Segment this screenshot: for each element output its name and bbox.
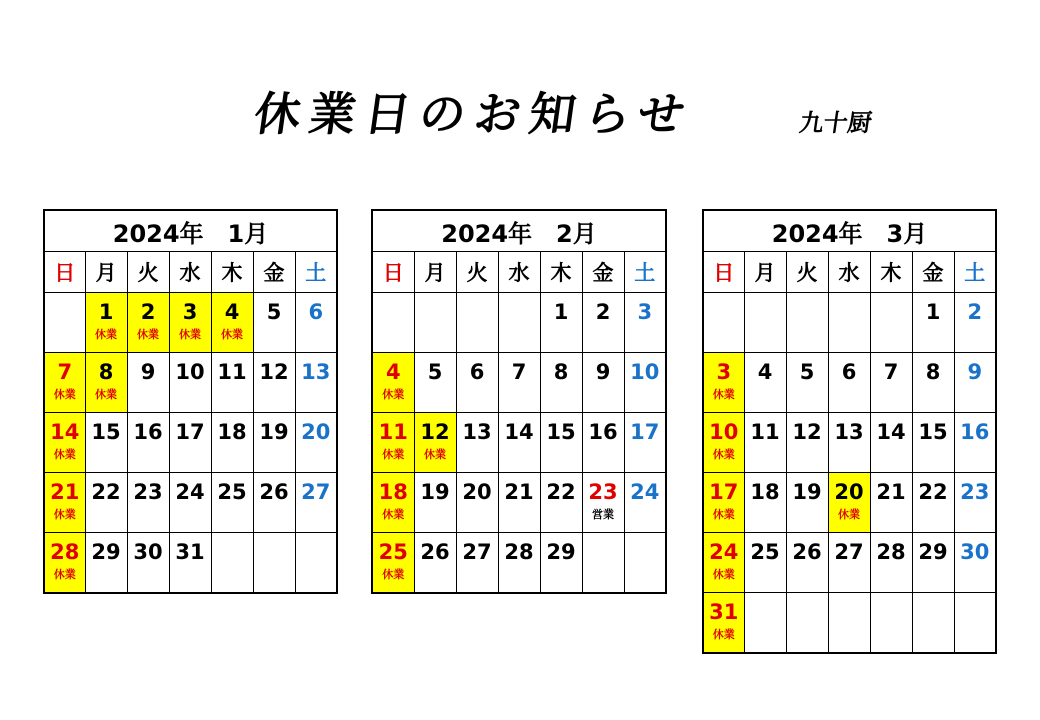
day-cell <box>85 413 127 473</box>
weekday-label: 水 <box>169 252 211 293</box>
calendar-week-row <box>44 533 337 594</box>
day-number: 9 <box>595 360 611 384</box>
day-cell <box>540 533 582 594</box>
day-cell <box>253 353 295 413</box>
day-number: 11 <box>378 420 408 444</box>
closed-day-note: 休業 <box>424 448 446 461</box>
day-cell <box>703 593 744 654</box>
day-cell <box>870 353 912 413</box>
closed-day-note: 休業 <box>382 388 405 401</box>
day-cell <box>414 413 456 473</box>
day-number: 17 <box>175 420 205 444</box>
day-cell <box>582 413 624 473</box>
day-number: 10 <box>175 360 205 384</box>
day-number: 1 <box>98 300 114 324</box>
calendar-week-row <box>44 353 337 413</box>
day-cell <box>828 413 870 473</box>
day-cell <box>912 473 954 533</box>
day-number: 23 <box>133 480 163 504</box>
day-number: 9 <box>967 360 983 384</box>
day-number: 27 <box>462 540 492 564</box>
day-cell <box>912 293 954 353</box>
day-number: 16 <box>133 420 163 444</box>
day-cell <box>624 473 666 533</box>
empty-day-cell <box>44 293 85 353</box>
day-cell <box>540 353 582 413</box>
day-cell <box>44 473 85 533</box>
day-number: 13 <box>462 420 492 444</box>
day-cell <box>703 353 744 413</box>
day-cell <box>44 413 85 473</box>
day-number: 22 <box>546 480 576 504</box>
day-number: 20 <box>301 420 331 444</box>
weekday-label: 木 <box>211 252 253 293</box>
day-number: 21 <box>504 480 534 504</box>
month-label: 2024年 2月 <box>441 219 597 248</box>
day-number: 12 <box>420 420 450 444</box>
day-cell <box>912 533 954 593</box>
empty-day-cell <box>744 593 786 654</box>
day-cell <box>456 353 498 413</box>
closed-day-note: 休業 <box>53 448 76 461</box>
empty-day-cell <box>295 533 337 594</box>
day-cell <box>870 473 912 533</box>
weekday-label: 木 <box>870 252 912 293</box>
day-number: 17 <box>709 480 739 504</box>
closed-day-note: 休業 <box>137 328 159 341</box>
day-cell <box>498 533 540 594</box>
calendar-week-row <box>372 473 666 533</box>
day-number: 31 <box>175 540 205 564</box>
day-number: 8 <box>553 360 569 384</box>
day-number: 18 <box>378 480 408 504</box>
day-number: 25 <box>217 480 247 504</box>
weekday-label: 水 <box>828 252 870 293</box>
day-number: 5 <box>799 360 815 384</box>
weekday-label: 日 <box>703 252 744 293</box>
day-number: 13 <box>834 420 864 444</box>
day-cell <box>211 353 253 413</box>
day-cell <box>703 473 744 533</box>
day-number: 15 <box>546 420 576 444</box>
day-number: 17 <box>630 420 660 444</box>
empty-day-cell <box>870 593 912 654</box>
closed-day-note: 休業 <box>95 328 117 341</box>
day-cell <box>786 413 828 473</box>
day-number: 24 <box>175 480 205 504</box>
day-cell <box>85 533 127 594</box>
weekday-label: 土 <box>624 252 666 293</box>
day-cell <box>372 413 414 473</box>
day-number: 22 <box>918 480 948 504</box>
calendar-week-row <box>703 353 996 413</box>
day-cell <box>828 473 870 533</box>
empty-day-cell <box>703 293 744 353</box>
day-cell <box>870 533 912 593</box>
weekday-label: 日 <box>44 252 85 293</box>
weekday-label: 水 <box>498 252 540 293</box>
day-number: 29 <box>546 540 576 564</box>
day-number: 30 <box>133 540 163 564</box>
day-number: 28 <box>876 540 906 564</box>
closed-day-note: 休業 <box>712 628 735 641</box>
empty-day-cell <box>828 293 870 353</box>
day-cell <box>456 473 498 533</box>
closed-day-note: 休業 <box>838 508 860 521</box>
day-number: 11 <box>217 360 247 384</box>
weekday-label: 月 <box>85 252 127 293</box>
day-number: 3 <box>637 300 653 324</box>
day-cell <box>582 293 624 353</box>
day-number: 21 <box>876 480 906 504</box>
calendar-1 <box>43 209 338 594</box>
day-cell <box>295 413 337 473</box>
day-cell <box>828 533 870 593</box>
day-cell <box>372 353 414 413</box>
day-number: 24 <box>709 540 739 564</box>
weekday-label: 月 <box>414 252 456 293</box>
closed-day-note: 休業 <box>53 568 76 581</box>
day-cell <box>85 293 127 353</box>
day-cell <box>786 533 828 593</box>
day-cell <box>582 353 624 413</box>
calendar-week-row <box>44 293 337 353</box>
day-cell <box>295 353 337 413</box>
day-cell <box>498 353 540 413</box>
day-cell <box>744 413 786 473</box>
day-cell <box>44 353 85 413</box>
day-number: 19 <box>420 480 450 504</box>
empty-day-cell <box>786 593 828 654</box>
closed-day-note: 休業 <box>221 328 243 341</box>
day-cell <box>498 473 540 533</box>
weekday-label: 日 <box>372 252 414 293</box>
closed-day-note: 休業 <box>712 388 735 401</box>
day-cell <box>169 353 211 413</box>
open-day-note: 営業 <box>592 508 614 521</box>
calendar-week-row <box>372 413 666 473</box>
day-cell <box>540 293 582 353</box>
day-cell <box>498 413 540 473</box>
closed-day-note: 休業 <box>382 508 405 521</box>
weekday-label: 金 <box>912 252 954 293</box>
empty-day-cell <box>624 533 666 594</box>
day-number: 2 <box>140 300 156 324</box>
closed-day-note: 休業 <box>53 388 76 401</box>
calendar-week-row <box>372 533 666 594</box>
empty-day-cell <box>912 593 954 654</box>
day-number: 2 <box>967 300 983 324</box>
calendar-week-row <box>703 533 996 593</box>
day-cell <box>624 413 666 473</box>
day-cell <box>744 533 786 593</box>
calendar-week-row <box>372 353 666 413</box>
day-cell <box>85 353 127 413</box>
day-cell <box>870 413 912 473</box>
closed-day-note: 休業 <box>382 448 405 461</box>
weekday-label: 土 <box>954 252 996 293</box>
calendar-week-row <box>703 593 996 654</box>
day-cell <box>912 413 954 473</box>
day-cell <box>456 413 498 473</box>
empty-day-cell <box>414 293 456 353</box>
calendar-3 <box>702 209 997 654</box>
day-number: 2 <box>595 300 611 324</box>
calendar-week-row <box>372 293 666 353</box>
closed-day-note: 休業 <box>712 568 735 581</box>
day-cell <box>169 473 211 533</box>
day-cell <box>85 473 127 533</box>
day-cell <box>211 413 253 473</box>
closed-day-note: 休業 <box>95 388 117 401</box>
day-number: 4 <box>757 360 773 384</box>
day-number: 5 <box>427 360 443 384</box>
weekday-label: 木 <box>540 252 582 293</box>
day-cell <box>786 353 828 413</box>
day-number: 29 <box>918 540 948 564</box>
day-number: 20 <box>834 480 864 504</box>
day-number: 7 <box>883 360 899 384</box>
weekday-label: 土 <box>295 252 337 293</box>
day-number: 25 <box>750 540 780 564</box>
calendar-week-row <box>703 293 996 353</box>
day-cell <box>253 293 295 353</box>
day-cell <box>372 533 414 594</box>
empty-day-cell <box>744 293 786 353</box>
day-number: 14 <box>50 420 80 444</box>
day-cell <box>169 533 211 594</box>
weekday-label: 火 <box>127 252 169 293</box>
day-cell <box>540 473 582 533</box>
day-number: 6 <box>308 300 324 324</box>
day-number: 10 <box>709 420 739 444</box>
day-cell <box>169 413 211 473</box>
calendar-week-row <box>44 473 337 533</box>
day-cell <box>786 473 828 533</box>
day-cell <box>414 473 456 533</box>
day-number: 13 <box>301 360 331 384</box>
day-cell <box>127 533 169 594</box>
day-number: 6 <box>841 360 857 384</box>
empty-day-cell <box>870 293 912 353</box>
day-number: 4 <box>385 360 401 384</box>
day-number: 11 <box>750 420 780 444</box>
day-number: 22 <box>91 480 121 504</box>
day-number: 5 <box>266 300 282 324</box>
day-number: 28 <box>50 540 80 564</box>
day-number: 18 <box>750 480 780 504</box>
day-cell <box>414 533 456 594</box>
day-cell <box>744 473 786 533</box>
day-cell <box>624 353 666 413</box>
weekday-label: 月 <box>744 252 786 293</box>
calendar-week-row <box>703 473 996 533</box>
day-cell <box>954 293 996 353</box>
shop-name: 九十厨 <box>797 108 874 137</box>
empty-day-cell <box>498 293 540 353</box>
day-cell <box>828 353 870 413</box>
calendar-month-header <box>44 210 337 252</box>
day-cell <box>44 533 85 594</box>
month-label: 2024年 3月 <box>771 219 928 248</box>
weekday-label: 火 <box>456 252 498 293</box>
closed-day-note: 休業 <box>53 508 76 521</box>
calendar-month-header <box>703 210 996 252</box>
day-number: 26 <box>792 540 822 564</box>
day-number: 3 <box>716 360 732 384</box>
day-cell <box>414 353 456 413</box>
day-number: 9 <box>140 360 156 384</box>
day-number: 21 <box>50 480 80 504</box>
day-number: 30 <box>960 540 990 564</box>
empty-day-cell <box>582 533 624 594</box>
empty-day-cell <box>372 293 414 353</box>
day-cell <box>624 293 666 353</box>
day-number: 19 <box>792 480 822 504</box>
day-number: 20 <box>462 480 492 504</box>
day-number: 6 <box>469 360 485 384</box>
day-number: 1 <box>553 300 569 324</box>
day-number: 8 <box>98 360 114 384</box>
page-title: 休業日のお知らせ <box>250 87 697 141</box>
day-cell <box>582 473 624 533</box>
day-number: 3 <box>182 300 198 324</box>
empty-day-cell <box>786 293 828 353</box>
day-cell <box>127 293 169 353</box>
day-number: 4 <box>224 300 240 324</box>
calendar-month-header <box>372 210 666 252</box>
day-cell <box>127 473 169 533</box>
day-cell <box>127 353 169 413</box>
day-number: 12 <box>792 420 822 444</box>
day-number: 24 <box>630 480 660 504</box>
day-cell <box>954 413 996 473</box>
day-cell <box>211 473 253 533</box>
day-number: 26 <box>420 540 450 564</box>
month-label: 2024年 1月 <box>112 219 269 248</box>
day-cell <box>253 413 295 473</box>
day-number: 18 <box>217 420 247 444</box>
empty-day-cell <box>456 293 498 353</box>
day-cell <box>703 413 744 473</box>
day-number: 19 <box>259 420 289 444</box>
weekday-label: 火 <box>786 252 828 293</box>
day-number: 25 <box>378 540 408 564</box>
closed-day-note: 休業 <box>179 328 201 341</box>
day-number: 16 <box>588 420 618 444</box>
day-cell <box>169 293 211 353</box>
closed-day-note: 休業 <box>382 568 405 581</box>
day-cell <box>456 533 498 594</box>
day-cell <box>253 473 295 533</box>
day-number: 1 <box>925 300 941 324</box>
day-cell <box>540 413 582 473</box>
closed-day-note: 休業 <box>712 508 735 521</box>
day-number: 31 <box>709 600 739 624</box>
day-number: 23 <box>960 480 990 504</box>
day-number: 26 <box>259 480 289 504</box>
day-number: 29 <box>91 540 121 564</box>
day-cell <box>954 353 996 413</box>
empty-day-cell <box>828 593 870 654</box>
day-number: 14 <box>876 420 906 444</box>
day-number: 15 <box>918 420 948 444</box>
day-cell <box>954 533 996 593</box>
closed-day-note: 休業 <box>712 448 735 461</box>
day-number: 15 <box>91 420 121 444</box>
weekday-label: 金 <box>253 252 295 293</box>
day-number: 7 <box>511 360 527 384</box>
calendar-week-row <box>703 413 996 473</box>
day-cell <box>744 353 786 413</box>
empty-day-cell <box>954 593 996 654</box>
day-number: 10 <box>630 360 660 384</box>
day-cell <box>372 473 414 533</box>
day-cell <box>912 353 954 413</box>
day-cell <box>211 293 253 353</box>
day-number: 28 <box>504 540 534 564</box>
empty-day-cell <box>211 533 253 594</box>
calendar-week-row <box>44 413 337 473</box>
day-cell <box>954 473 996 533</box>
calendar-2 <box>371 209 667 594</box>
day-cell <box>127 413 169 473</box>
day-cell <box>295 293 337 353</box>
day-number: 7 <box>57 360 73 384</box>
day-number: 8 <box>925 360 941 384</box>
weekday-label: 金 <box>582 252 624 293</box>
day-number: 16 <box>960 420 990 444</box>
day-cell <box>703 533 744 593</box>
day-number: 27 <box>301 480 331 504</box>
day-number: 12 <box>259 360 289 384</box>
day-number: 14 <box>504 420 534 444</box>
day-number: 23 <box>588 480 618 504</box>
day-number: 27 <box>834 540 864 564</box>
empty-day-cell <box>253 533 295 594</box>
day-cell <box>295 473 337 533</box>
